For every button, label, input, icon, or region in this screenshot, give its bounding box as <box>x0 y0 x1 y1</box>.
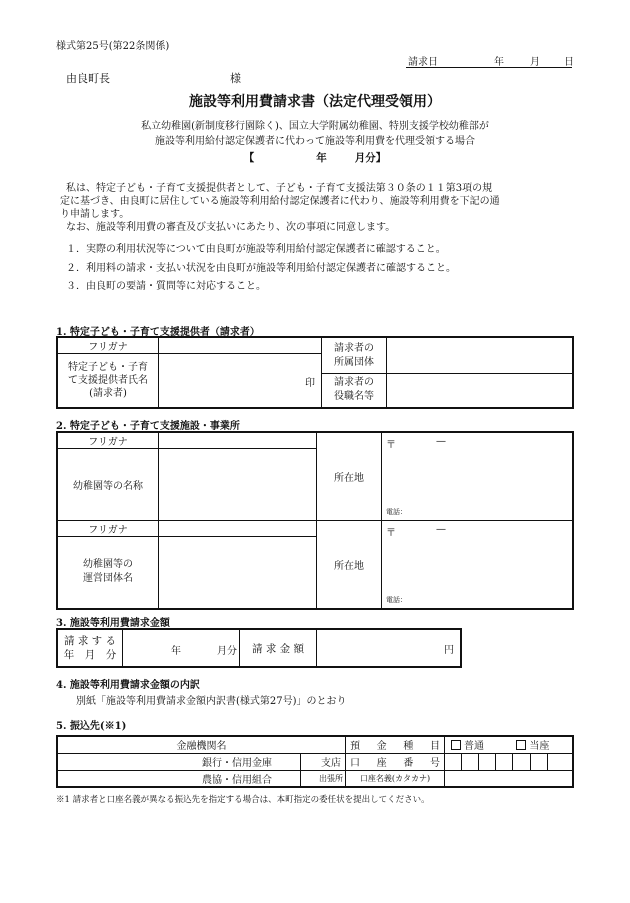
subtitle-line-1: 私立幼稚園(新制度移行園除く)、国立大学附属幼稚園、特別支援学校幼稚部が <box>141 121 489 132</box>
bank-types-label: 銀行・信用金庫 <box>202 758 272 769</box>
requester-org-label <box>322 337 387 374</box>
role-label-line-2: 役職名等 <box>334 391 374 403</box>
subtitle-line-2: 施設等利用給付認定保護者に代わって施設等利用費を代理受領する場合 <box>155 136 475 147</box>
bank-name-label: 金融機関名 <box>57 736 346 753</box>
addressee <box>66 70 276 86</box>
account-number-label: 口 座 番 号 <box>346 753 445 770</box>
facility-address-label: 所在地 <box>317 432 382 521</box>
document-title: 施設等利用費請求書（法定代理受領用） <box>189 94 441 110</box>
account-digit[interactable] <box>496 753 513 770</box>
request-date-month: 月 <box>530 57 540 68</box>
claim-month-unit: 月分 <box>217 646 237 657</box>
branch-cell: 支店 <box>301 753 346 770</box>
org-label-line-2: 所属団体 <box>334 356 374 368</box>
account-name-label: 口座名義(カタカナ) <box>346 770 445 787</box>
facility-furigana-label: フリガナ <box>57 432 159 449</box>
consent-item-2: ２．利用料の請求・支払い状況を由良町が施設等利用給付認定保護者に確認すること。 <box>66 263 456 274</box>
section-2-heading: 2. 特定子ども・子育て支援施設・事業所 <box>56 421 240 432</box>
claim-year-unit: 年 <box>171 646 181 657</box>
footnote: ※1 請求者と口座名義が異なる振込先を指定する場合は、本町指定の委任状を提出してください。 <box>56 795 430 805</box>
bank-table <box>56 735 574 788</box>
request-date-label: 請求日 <box>408 57 438 68</box>
provider-name-field[interactable] <box>159 354 322 408</box>
operator-name-field[interactable] <box>159 537 317 609</box>
period-month: 月分】 <box>354 152 387 164</box>
body-line-4: なお、施設等利用費の審査及び支払いにあたり、次の事項に同意します。 <box>66 222 396 233</box>
operator-postal-dash: — <box>436 524 446 535</box>
section-1-heading: 1. 特定子ども・子育て支援提供者（請求者） <box>56 327 260 338</box>
coop-types-cell[interactable] <box>57 770 301 787</box>
addressee-to: 由良町長 <box>66 72 110 85</box>
ordinary-label: 普通 <box>464 741 484 753</box>
period-year: 年 <box>316 152 327 164</box>
request-date-day: 日 <box>564 57 574 68</box>
checkbox-box[interactable] <box>516 740 526 750</box>
operator-address-field[interactable] <box>382 521 574 609</box>
addressee-honorific: 様 <box>230 72 241 85</box>
section-5-heading: 5. 振込先(※1) <box>56 721 127 732</box>
operator-address-label: 所在地 <box>317 521 382 609</box>
account-digit[interactable] <box>547 753 573 770</box>
operator-name-line-2: 運営団体名 <box>83 573 133 585</box>
facility-phone-label: 電話： <box>386 508 407 516</box>
facility-address-field[interactable] <box>382 432 574 521</box>
consent-item-3: ３．由良町の要請・質問等に対応すること。 <box>66 281 266 292</box>
operator-name-line-1: 幼稚園等の <box>83 559 133 571</box>
operator-postal-mark: 〒 <box>386 528 396 539</box>
requester-role-field[interactable] <box>387 374 574 408</box>
claim-period-line-2: 年 月 分 <box>63 649 117 661</box>
provider-name-label <box>57 354 159 408</box>
consent-item-1: １．実際の利用状況等について由良町が施設等利用給付認定保護者に確認すること。 <box>66 244 446 255</box>
breakdown-reference: 別紙「施設等利用費請求金額内訳書(様式第27号)」のとおり <box>76 696 347 707</box>
account-digit[interactable] <box>479 753 496 770</box>
billing-period <box>0 150 630 165</box>
body-line-2: 定に基づき、由良町に居住している施設等利用給付認定保護者に代わり、施設等利用費を下記の通 <box>60 196 500 207</box>
account-digit[interactable] <box>462 753 479 770</box>
account-digit[interactable] <box>530 753 547 770</box>
provider-name-line-1: 特定子ども・子育 <box>68 361 148 373</box>
ordinary-checkbox[interactable] <box>451 741 484 752</box>
account-digit[interactable] <box>513 753 530 770</box>
form-number: 様式第25号(第22条関係) <box>56 41 170 52</box>
requester-org-field[interactable] <box>387 337 574 374</box>
account-digit[interactable] <box>445 753 462 770</box>
role-label-line-1: 請求者の <box>334 377 374 389</box>
operator-name-label <box>57 537 159 609</box>
org-label-line-1: 請求者の <box>334 342 374 354</box>
deposit-type-options <box>445 736 574 753</box>
yen-unit: 円 <box>444 644 454 656</box>
current-label: 当座 <box>529 741 550 753</box>
body-line-1: 私は、特定子ども・子育て支援提供者として、子ども・子育て支援法第３０条の１１第3項の規 <box>66 183 493 194</box>
facility-table <box>56 431 574 610</box>
body-line-3: り申請します。 <box>60 209 130 220</box>
provider-name-line-3: (請求者) <box>89 387 127 399</box>
operator-phone-label: 電話： <box>386 595 407 604</box>
coop-types-label: 農協・信用組合 <box>202 774 272 786</box>
period-open: 【 <box>243 152 255 164</box>
claim-period-line-1: 請 求 す る <box>63 635 116 647</box>
deposit-type-label: 預 金 種 目 <box>346 736 445 753</box>
section-4-heading: 4. 施設等利用費請求金額の内訳 <box>56 680 200 691</box>
provider-name-line-2: て支援提供者氏名 <box>68 374 148 386</box>
current-checkbox[interactable] <box>516 741 549 752</box>
claim-amount-field[interactable] <box>317 629 462 667</box>
provider-furigana-field[interactable] <box>159 337 322 354</box>
checkbox-box[interactable] <box>451 740 461 750</box>
amount-table <box>56 628 462 668</box>
operator-furigana-label: フリガナ <box>57 521 159 537</box>
provider-table <box>56 336 574 409</box>
bank-types-cell[interactable] <box>57 753 301 770</box>
claim-period-field[interactable] <box>123 629 240 667</box>
seal-mark: 印 <box>305 378 315 389</box>
claim-period-label <box>57 629 123 667</box>
sub-office-cell: 出張所 <box>301 770 346 787</box>
claim-amount-label: 請 求 金 額 <box>240 629 317 667</box>
facility-name-field[interactable] <box>159 449 317 521</box>
request-date-year: 年 <box>494 57 504 68</box>
facility-name-label: 幼稚園等の名称 <box>57 449 159 521</box>
request-date[interactable] <box>406 53 572 68</box>
account-name-field[interactable] <box>445 770 574 787</box>
requester-role-label <box>322 374 387 408</box>
facility-furigana-field[interactable] <box>159 432 317 449</box>
operator-furigana-field[interactable] <box>159 521 317 537</box>
section-3-heading: 3. 施設等利用費請求金額 <box>56 618 170 629</box>
facility-postal-mark: 〒 <box>386 440 396 451</box>
provider-furigana-label: フリガナ <box>57 337 159 354</box>
facility-postal-dash: — <box>436 436 446 447</box>
